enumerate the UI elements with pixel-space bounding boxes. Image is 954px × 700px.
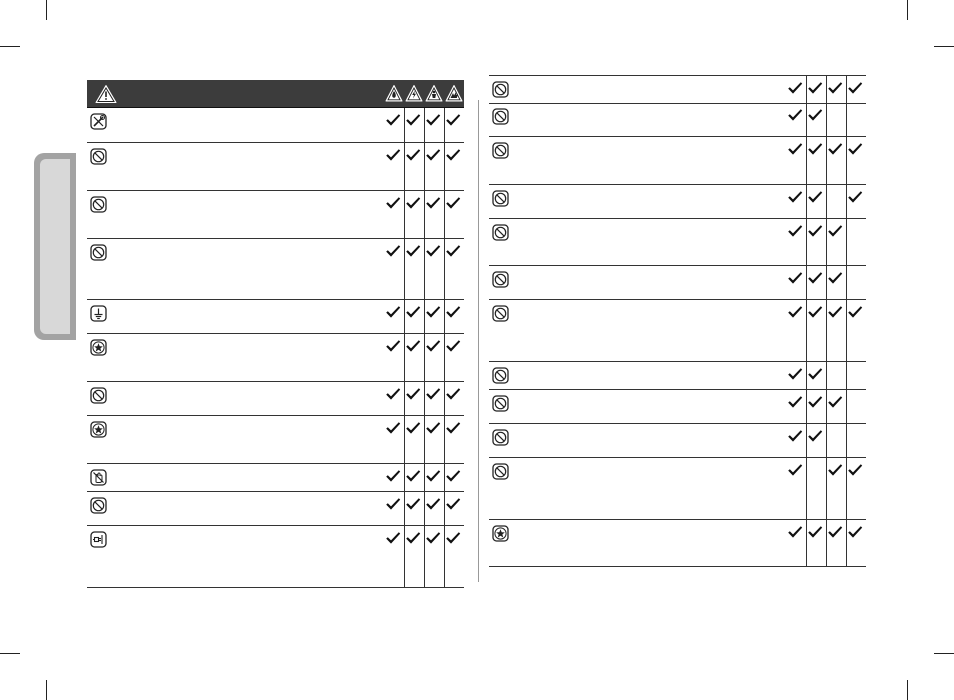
prohibited-icon: [90, 244, 107, 261]
check-mark-icon: [827, 81, 843, 95]
check-mark-icon: [405, 148, 421, 162]
table-row: [87, 143, 464, 191]
check-mark-icon: [847, 81, 863, 95]
check-mark-icon: [405, 305, 421, 319]
table-row: [489, 390, 866, 424]
check-mark-icon: [385, 421, 401, 435]
table-row: [87, 191, 464, 239]
safety-table-right: [489, 75, 866, 570]
prohibited-icon: [492, 395, 509, 412]
fire-hazard-icon: [385, 84, 403, 102]
prohibited-icon: [492, 367, 509, 384]
check-mark-icon: [847, 463, 863, 477]
check-mark-icon: [807, 305, 823, 319]
table-row: [87, 492, 464, 526]
table-row: [87, 108, 464, 143]
check-mark-icon: [385, 339, 401, 353]
check-mark-icon: [425, 387, 441, 401]
check-mark-icon: [445, 497, 461, 511]
check-mark-icon: [445, 531, 461, 545]
check-mark-icon: [445, 339, 461, 353]
check-mark-icon: [405, 469, 421, 483]
prohibited-icon: [90, 148, 107, 165]
table-row: [489, 219, 866, 266]
table-row: [489, 185, 866, 219]
table-row: [489, 266, 866, 300]
explosion-icon: [445, 84, 463, 102]
tools-icon: [90, 113, 107, 130]
check-mark-icon: [787, 429, 803, 443]
check-mark-icon: [445, 148, 461, 162]
check-mark-icon: [385, 196, 401, 210]
prohibited-icon: [492, 271, 509, 288]
prohibited-icon: [492, 142, 509, 159]
star-instruction-icon: [90, 339, 107, 356]
check-mark-icon: [385, 469, 401, 483]
table-row: [489, 137, 866, 185]
check-mark-icon: [807, 142, 823, 156]
prohibited-icon: [90, 196, 107, 213]
check-mark-icon: [827, 305, 843, 319]
check-mark-icon: [787, 142, 803, 156]
check-mark-icon: [425, 339, 441, 353]
check-mark-icon: [827, 463, 843, 477]
check-mark-icon: [425, 244, 441, 258]
crop-mark: [907, 680, 908, 700]
check-mark-icon: [787, 271, 803, 285]
check-mark-icon: [787, 395, 803, 409]
check-mark-icon: [807, 190, 823, 204]
section-side-tab: [34, 153, 76, 340]
prohibited-icon: [90, 497, 107, 514]
table-row: [87, 464, 464, 492]
crop-mark: [46, 680, 47, 700]
prohibited-icon: [90, 387, 107, 404]
check-mark-icon: [847, 190, 863, 204]
check-mark-icon: [445, 196, 461, 210]
check-mark-icon: [807, 367, 823, 381]
check-mark-icon: [425, 531, 441, 545]
table-row: [87, 239, 464, 300]
electric-shock-icon: [405, 84, 423, 102]
check-mark-icon: [827, 224, 843, 238]
table-row: [489, 75, 866, 104]
check-mark-icon: [787, 305, 803, 319]
check-mark-icon: [405, 421, 421, 435]
table-row: [87, 300, 464, 334]
crop-mark: [46, 0, 47, 20]
check-mark-icon: [425, 469, 441, 483]
check-mark-icon: [445, 421, 461, 435]
check-mark-icon: [425, 148, 441, 162]
warning-triangle-icon: [95, 84, 117, 104]
check-mark-icon: [807, 81, 823, 95]
check-mark-icon: [807, 525, 823, 539]
crop-mark: [907, 0, 908, 20]
check-mark-icon: [385, 244, 401, 258]
check-mark-icon: [385, 387, 401, 401]
check-mark-icon: [847, 305, 863, 319]
check-mark-icon: [445, 113, 461, 127]
check-mark-icon: [405, 339, 421, 353]
check-mark-icon: [445, 244, 461, 258]
table-row: [489, 458, 866, 520]
check-mark-icon: [425, 497, 441, 511]
crop-mark: [934, 653, 954, 654]
crop-mark: [934, 46, 954, 47]
check-mark-icon: [787, 190, 803, 204]
no-touch-icon: [90, 469, 107, 486]
check-mark-icon: [787, 463, 803, 477]
check-mark-icon: [827, 142, 843, 156]
table-header: [87, 80, 464, 108]
table-row: [87, 334, 464, 382]
unplug-icon: [90, 531, 107, 548]
table-row: [489, 103, 866, 137]
check-mark-icon: [405, 387, 421, 401]
safety-table-left: [87, 80, 464, 590]
check-mark-icon: [405, 244, 421, 258]
check-mark-icon: [405, 113, 421, 127]
check-mark-icon: [807, 429, 823, 443]
prohibited-icon: [492, 463, 509, 480]
table-row: [489, 424, 866, 458]
check-mark-icon: [807, 271, 823, 285]
table-row: [489, 300, 866, 362]
crop-mark: [0, 46, 20, 47]
check-mark-icon: [385, 148, 401, 162]
check-mark-icon: [385, 497, 401, 511]
check-mark-icon: [385, 305, 401, 319]
check-mark-icon: [405, 531, 421, 545]
table-row: [87, 416, 464, 464]
table-row: [87, 382, 464, 416]
check-mark-icon: [827, 395, 843, 409]
ground-icon: [90, 305, 107, 322]
check-mark-icon: [787, 224, 803, 238]
check-mark-icon: [787, 367, 803, 381]
prohibited-icon: [492, 224, 509, 241]
check-mark-icon: [425, 196, 441, 210]
check-mark-icon: [807, 395, 823, 409]
prohibited-icon: [492, 81, 509, 98]
check-mark-icon: [847, 525, 863, 539]
check-mark-icon: [385, 531, 401, 545]
check-mark-icon: [405, 196, 421, 210]
prohibited-icon: [492, 429, 509, 446]
check-mark-icon: [847, 142, 863, 156]
table-row: [87, 526, 464, 588]
check-mark-icon: [807, 108, 823, 122]
check-mark-icon: [787, 81, 803, 95]
check-mark-icon: [445, 305, 461, 319]
column-divider: [478, 100, 479, 582]
check-mark-icon: [827, 525, 843, 539]
check-mark-icon: [807, 224, 823, 238]
prohibited-icon: [492, 190, 509, 207]
check-mark-icon: [425, 421, 441, 435]
check-mark-icon: [787, 525, 803, 539]
prohibited-icon: [492, 108, 509, 125]
check-mark-icon: [425, 113, 441, 127]
check-mark-icon: [787, 108, 803, 122]
check-mark-icon: [425, 305, 441, 319]
check-mark-icon: [445, 469, 461, 483]
table-row: [489, 520, 866, 567]
prohibited-icon: [492, 305, 509, 322]
star-instruction-icon: [492, 525, 509, 542]
personal-injury-icon: [425, 84, 443, 102]
check-mark-icon: [827, 271, 843, 285]
check-mark-icon: [445, 387, 461, 401]
check-mark-icon: [385, 113, 401, 127]
star-instruction-icon: [90, 421, 107, 438]
crop-mark: [0, 653, 20, 654]
table-row: [489, 362, 866, 390]
check-mark-icon: [405, 497, 421, 511]
